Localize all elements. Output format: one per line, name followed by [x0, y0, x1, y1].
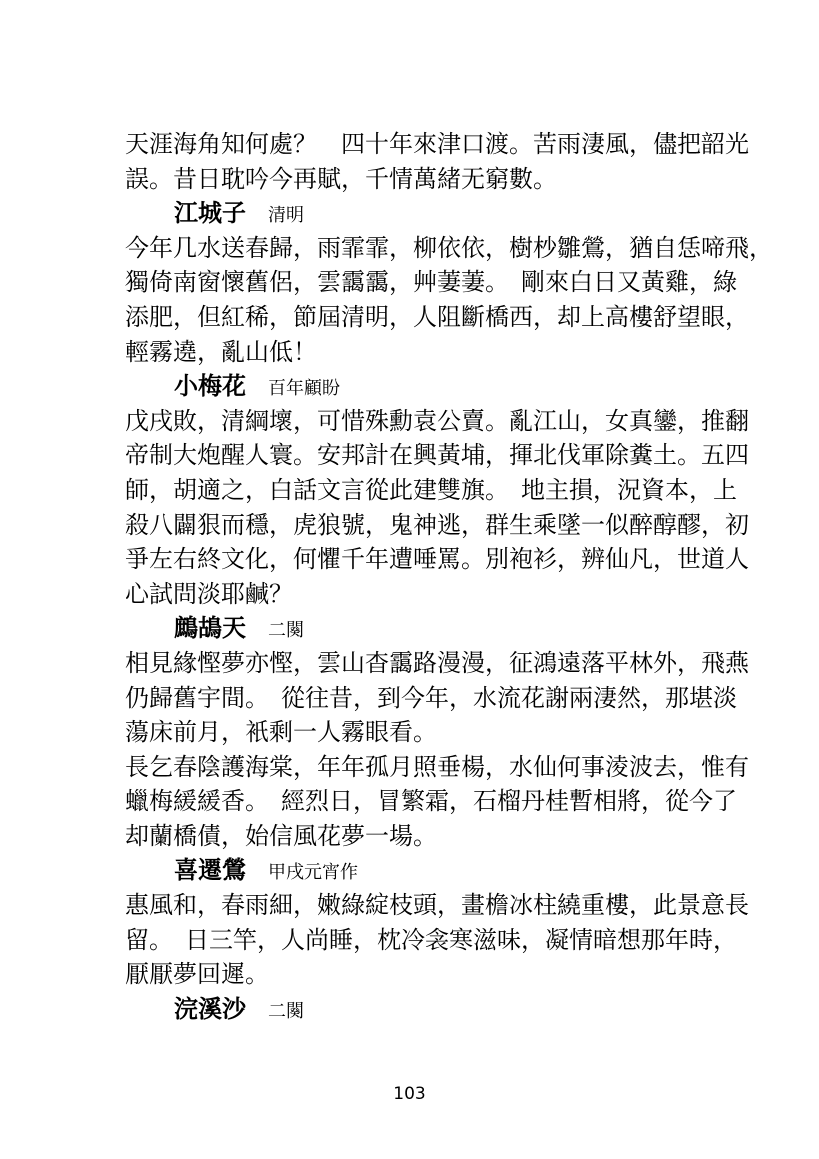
poem-line: 天涯海角知何處？ 四十年來津口渡。苦雨淒風，儘把韶光 — [125, 130, 749, 158]
poem-line: 獨倚南窗懷舊侶，雲靄靄，艸萋萋。 剛來白日又黃雞，綠 — [125, 268, 737, 297]
poem-line: 蕩床前月，衹剩一人霧眼看。 — [125, 718, 437, 747]
poem-line: 却蘭橋債，始信風花夢一場。 — [125, 821, 437, 850]
page-body — [125, 127, 773, 1026]
poem-line: 留。 日三竿，人尚睡，枕冷衾寒滋味，凝情暗想那年時， — [125, 925, 737, 954]
poem-line: 相見緣慳夢亦慳，雲山杳靄路漫漫，征鴻遠落平林外，飛燕 — [125, 648, 749, 677]
ci-title — [125, 196, 725, 231]
ci-tune-name: 浣溪沙 — [174, 993, 246, 1023]
poem-line: 心試問淡耶鹹？ — [125, 579, 293, 608]
poem-line: 戊戌敗，清綱壞，可惜殊勳袁公賣。亂江山，女真鑾，推翻 — [125, 406, 749, 435]
ci-title — [125, 369, 725, 404]
ci-subtitle: 二闋 — [268, 1000, 304, 1022]
poem-line: 殺八闢狠而穩，虎狼號，鬼神逃，群生乘墜一似醉醇醪，初 — [125, 510, 749, 539]
ci-subtitle: 甲戌元宵作 — [268, 862, 358, 884]
ci-subtitle: 百年顧盼 — [268, 378, 340, 400]
poem-line: 長乞春陰護海棠，年年孤月照垂楊，水仙何事淩波去，惟有 — [125, 752, 749, 781]
poem-line: 蠟梅緩緩香。 經烈日，冒繁霜，石榴丹桂暫相將，從今了 — [125, 787, 737, 816]
poem-line: 帝制大炮醒人寰。安邦計在興黃埔，揮北伐軍除糞土。五四 — [125, 441, 749, 470]
ci-title — [125, 992, 725, 1027]
poem-line: 今年几水送春歸，雨霏霏，柳依依，樹杪雛鶯，猶自恁啼飛， — [125, 233, 773, 262]
poem-line: 誤。昔日耽吟今再賦，千情萬緒无窮數。 — [125, 164, 557, 193]
ci-subtitle: 清明 — [268, 205, 304, 227]
ci-tune-name: 江城子 — [174, 198, 246, 228]
poem-line: 輕霧遶，亂山低！ — [125, 337, 317, 366]
poem-line: 師，胡適之，白話文言從此建雙旗。 地主損，況資本，上 — [125, 475, 737, 504]
ci-title — [125, 853, 725, 888]
poem-line: 惠風和，春雨細，嫩綠綻枝頭，畫檐冰柱繞重樓，此景意長 — [125, 891, 749, 920]
ci-tune-name: 小梅花 — [174, 371, 246, 401]
ci-title — [125, 611, 725, 646]
ci-subtitle: 二闋 — [268, 620, 304, 642]
ci-tune-name: 鷓鴣天 — [174, 613, 246, 643]
poem-line: 爭左右終文化，何懼千年遭唾罵。別袍衫，辨仙凡，世道人 — [125, 545, 749, 574]
ci-tune-name: 喜遷鶯 — [174, 855, 246, 885]
poem-line: 厭厭夢回遲。 — [125, 960, 269, 989]
page-number: 103 — [393, 1084, 426, 1104]
poem-line: 仍歸舊宇間。 從往昔，到今年，水流花謝兩淒然，那堪淡 — [125, 683, 737, 712]
poem-line: 添肥，但紅稀，節屆清明，人阻斷橋西，却上高樓舒望眼， — [125, 302, 749, 331]
